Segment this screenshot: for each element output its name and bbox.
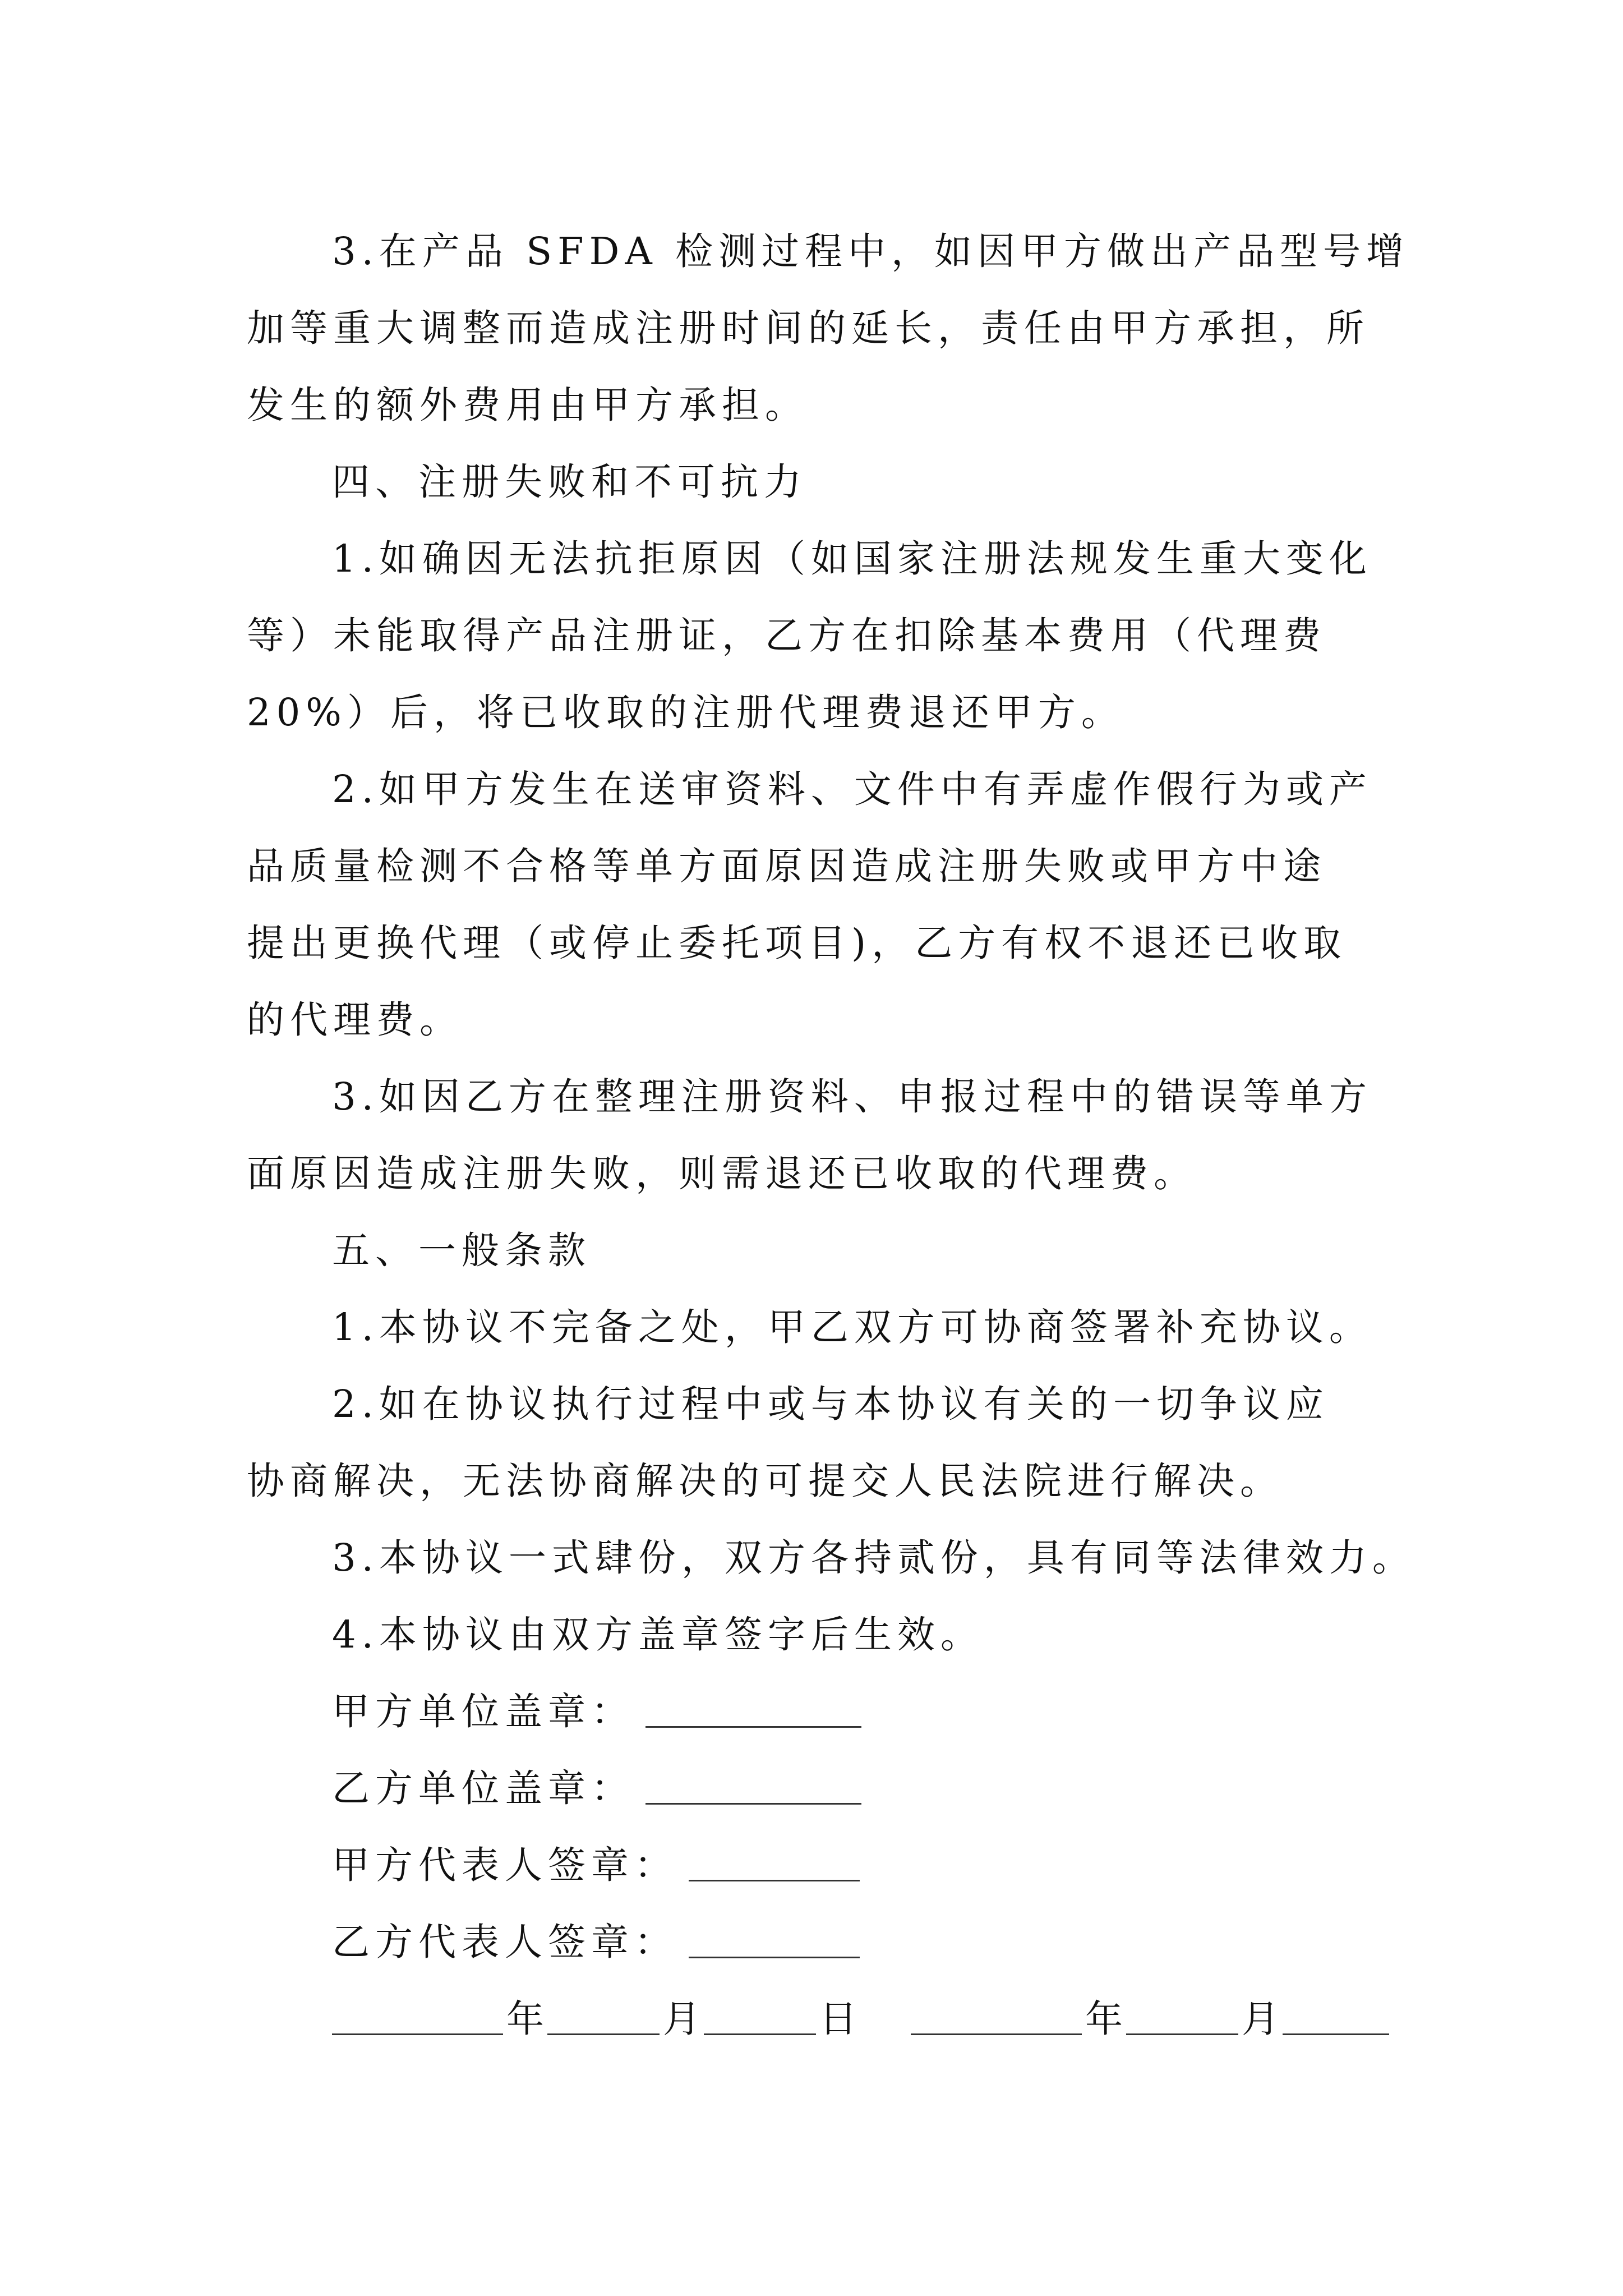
- paragraph-line: 3.本协议一式肆份，双方各持贰份，具有同等法律效力。: [332, 1536, 1415, 1580]
- month-blank[interactable]: [547, 1994, 660, 2035]
- day-blank[interactable]: [704, 1994, 816, 2035]
- day-blank[interactable]: [1283, 1994, 1389, 2035]
- year-blank[interactable]: [332, 1994, 503, 2035]
- signature-blank[interactable]: [689, 1917, 860, 1958]
- paragraph-line: 品质量检测不合格等单方面原因造成注册失败或甲方中途: [247, 844, 1326, 888]
- signature-party-b-rep: [247, 1904, 1396, 1981]
- paragraph-line: 协商解决，无法协商解决的可提交人民法院进行解决。: [247, 1459, 1283, 1503]
- month-unit: 月: [1242, 1997, 1279, 2041]
- signature-blank[interactable]: [645, 1764, 861, 1805]
- paragraph-line: 3.在产品 SFDA 检测过程中，如因甲方做出产品型号增: [332, 229, 1410, 273]
- paragraph-line: 20%）后，将已收取的注册代理费退还甲方。: [247, 691, 1124, 734]
- month-unit: 月: [663, 1997, 700, 2041]
- signature-label: 乙方代表人签章：: [332, 1920, 677, 1964]
- signature-label: 甲方代表人签章：: [332, 1843, 677, 1887]
- paragraph-line: 1.本协议不完备之处，甲乙双方可协商签署补充协议。: [332, 1305, 1372, 1349]
- paragraph-line: 4.本协议由双方盖章签字后生效。: [332, 1613, 984, 1657]
- date-row: [247, 1981, 1396, 2058]
- paragraph-line: 1.如确因无法抗拒原因（如国家注册法规发生重大变化: [332, 537, 1372, 581]
- document-body: [247, 213, 1415, 2058]
- paragraph-line: 提出更换代理（或停止委托项目)，乙方有权不退还已收取: [247, 921, 1347, 965]
- section-heading: 四、注册失败和不可抗力: [332, 460, 807, 504]
- year-blank[interactable]: [911, 1994, 1082, 2035]
- paragraph-line: 3.如因乙方在整理注册资料、申报过程中的错误等单方: [332, 1075, 1372, 1119]
- signature-party-b-seal: [247, 1750, 1396, 1827]
- signature-blank[interactable]: [689, 1841, 860, 1881]
- year-unit: 年: [1085, 1997, 1123, 2041]
- paragraph-line: 2.如在协议执行过程中或与本协议有关的一切争议应: [332, 1382, 1329, 1426]
- paragraph-line: 发生的额外费用由甲方承担。: [247, 383, 808, 427]
- paragraph-line: 面原因造成注册失败，则需退还已收取的代理费。: [247, 1152, 1197, 1195]
- year-unit: 年: [506, 1997, 544, 2041]
- day-unit: 日: [819, 1997, 857, 2041]
- paragraph-line: 等）未能取得产品注册证，乙方在扣除基本费用（代理费: [247, 614, 1326, 657]
- signature-party-a-seal: [247, 1673, 1396, 1750]
- section-heading: 五、一般条款: [332, 1228, 591, 1272]
- paragraph-line: 2.如甲方发生在送审资料、文件中有弄虚作假行为或产: [332, 767, 1372, 811]
- signature-blank[interactable]: [645, 1687, 861, 1728]
- signature-party-a-rep: [247, 1827, 1396, 1904]
- signature-label: 甲方单位盖章：: [332, 1690, 634, 1733]
- month-blank[interactable]: [1126, 1994, 1238, 2035]
- signature-label: 乙方单位盖章：: [332, 1766, 634, 1810]
- paragraph-line: 的代理费。: [247, 998, 463, 1042]
- paragraph-line: 加等重大调整而造成注册时间的延长，责任由甲方承担，所: [247, 306, 1370, 350]
